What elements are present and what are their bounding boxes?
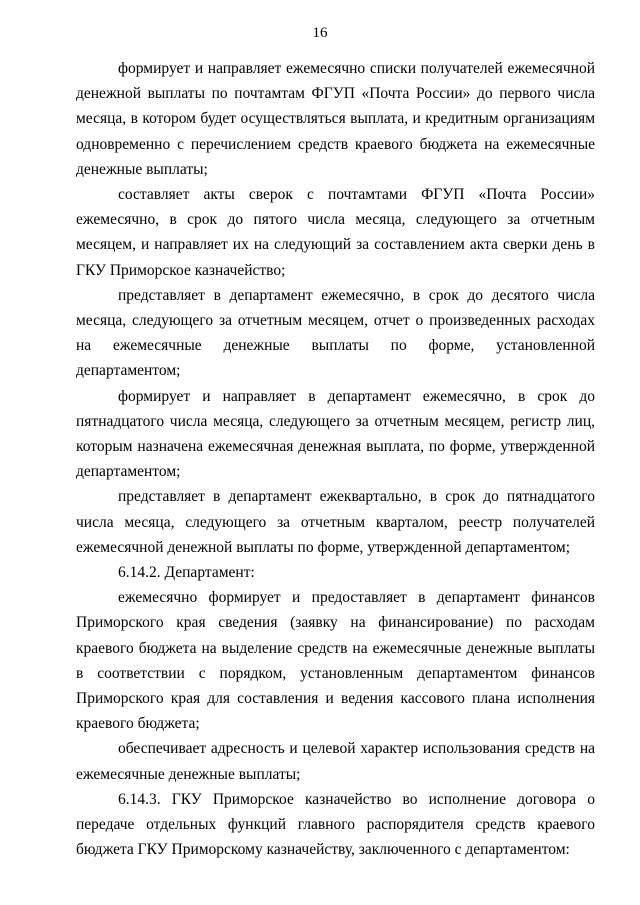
paragraph-lists-to-post-offices: формирует и направляет ежемесячно списки получателей ежемесячной денежной выплаты по почтамтам ФГУП «Почта России» до первого числа месяца, в котором будет осуществляться выплата, и кредитным организациям одновременно с перечислением средств краевого бюджета на ежемесячные денежные выплаты; [76,60,595,178]
document-body [76,56,595,863]
paragraph-reconciliation-acts: составляет акты сверок с почтамтами ФГУП «Почта России» ежемесячно, в срок до пятого числа месяца, следующего за отчетным месяцем, и направляет их на следующий за составлением акта сверки день в ГКУ Приморское казначейство; [76,186,595,279]
page-number: 16 [312,25,328,41]
paragraph-targeted-use: обеспечивает адресность и целевой характер использования средств на ежемесячные денежные выплаты; [76,740,595,783]
paragraph-quarterly-register: представляет в департамент ежеквартально, в срок до пятнадцатого числа месяца, следующего за отчетным кварталом, реестр получателей ежемесячной денежной выплаты по форме, утвержденной департаментом; [76,488,595,556]
paragraph-monthly-expense-report: представляет в департамент ежемесячно, в срок до десятого числа месяца, следующего за отчетным месяцем, отчет о произведенных расходах на ежемесячные денежные выплаты по форме, установленной департаментом; [76,286,595,380]
paragraph-financing-request: ежемесячно формирует и предоставляет в департамент финансов Приморского края сведения (заявку на финансирование) по расходам краевого бюджета на выделение средств на ежемесячные денежные выплаты в соответствии с порядком, установленным департаментом финансов Приморского края для составления и ведения кассового плана исполнения краевого бюджета; [76,589,595,733]
section-heading-6-14-2: 6.14.2. Департамент: [118,564,255,582]
paragraph-register-of-persons: формирует и направляет в департамент ежемесячно, в срок до пятнадцатого числа месяца, следующего за отчетным месяцем, регистр лиц, которым назначена ежемесячная денежная выплата, по форме, утвержденной департаментом; [76,387,595,481]
section-heading-6-14-3: 6.14.3. ГКУ Приморское казначейство во исполнение договора о передаче отдельных функций главного распорядителя средств краевого бюджета ГКУ Приморскому казначейству, заключенного с департаментом: [76,790,595,859]
